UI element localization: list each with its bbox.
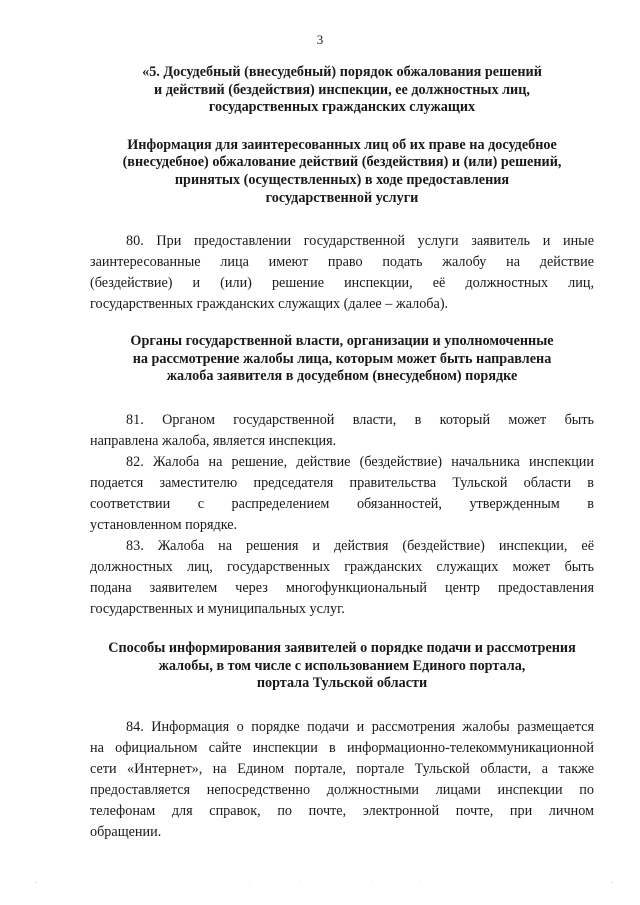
paragraph-80 xyxy=(90,231,594,315)
paragraph-line: заинтересованные лица имеют право подать жалобу на действие xyxy=(90,254,594,271)
paragraph-line: сети «Интернет», на Едином портале, портале Тульской области, а также xyxy=(90,760,594,777)
heading-line: (внесудебное) обжалование действий (бездействия) и (или) решений, xyxy=(122,154,562,171)
paragraph-82 xyxy=(90,452,594,536)
complaint-info-methods-heading xyxy=(90,640,594,693)
paragraph-line: 80. При предоставлении государственной услуги заявитель и иные xyxy=(126,233,594,250)
paragraph-83 xyxy=(90,536,594,620)
heading-line: Информация для заинтересованных лиц об их праве на досудебное xyxy=(127,136,557,153)
heading-line: «5. Досудебный (внесудебный) порядок обжалования решений xyxy=(142,64,542,80)
paragraph-line: должностных лиц, государственных гражданских служащих может быть xyxy=(90,558,594,575)
paragraph-line: 82. Жалоба на решение, действие (бездействие) начальника инспекции xyxy=(126,453,594,470)
heading-line: жалобы, в том числе с использованием Единого портала, xyxy=(158,657,526,674)
paragraph-line: подается заместителю председателя правительства Тульской области в xyxy=(90,474,594,491)
heading-line: Способы информирования заявителей о порядке подачи и рассмотрения xyxy=(108,639,576,656)
paragraph-line: обращении. xyxy=(90,823,162,840)
paragraph-line: соответствии с распределением обязанностей, утвержденным в xyxy=(90,495,594,512)
heading-line: и действий (бездействия) инспекции, ее должностных лиц, xyxy=(154,81,530,98)
section-5-heading xyxy=(90,64,594,117)
paragraph-84 xyxy=(90,717,594,843)
paragraph-line: государственных и муниципальных услуг. xyxy=(90,600,345,617)
heading-line: принятых (осуществленных) в ходе предоставления xyxy=(174,171,510,188)
authorities-heading xyxy=(90,333,594,386)
heading-line: государственных гражданских служащих xyxy=(208,99,476,116)
paragraph-line: (бездействие) и (или) решение инспекции, её должностных лиц, xyxy=(90,275,594,292)
scan-noise xyxy=(0,879,640,885)
document-body xyxy=(90,64,594,843)
heading-line: на рассмотрение жалобы лица, которым может быть направлена xyxy=(132,350,552,367)
heading-line: жалоба заявителя в досудебном (внесудебном) порядке xyxy=(166,368,518,385)
paragraph-line: направлена жалоба, является инспекция. xyxy=(90,432,337,449)
heading-line: Органы государственной власти, организации и уполномоченные xyxy=(130,333,554,350)
paragraph-81 xyxy=(90,410,594,452)
paragraph-line: установленном порядке. xyxy=(90,516,238,533)
paragraph-line: на официальном сайте инспекции в информационно-телекоммуникационной xyxy=(90,739,594,756)
heading-line: государственной услуги xyxy=(265,189,419,206)
paragraph-line: 81. Органом государственной власти, в который может быть xyxy=(126,411,594,428)
paragraph-line: государственных гражданских служащих (далее – жалоба). xyxy=(90,296,449,313)
paragraph-line: телефонам для справок, по почте, электронной почте, при личном xyxy=(90,802,594,819)
page-number: 3 xyxy=(316,32,324,47)
info-rights-heading xyxy=(90,137,594,207)
heading-line: портала Тульской области xyxy=(256,675,428,692)
paragraph-line: 84. Информация о порядке подачи и рассмотрения жалобы размещается xyxy=(126,718,594,735)
paragraph-line: подана заявителем через многофункциональный центр предоставления xyxy=(90,579,594,596)
paragraph-line: предоставляется непосредственно должностными лицами инспекции по xyxy=(90,781,594,798)
paragraph-line: 83. Жалоба на решения и действия (бездействие) инспекции, её xyxy=(126,537,594,554)
